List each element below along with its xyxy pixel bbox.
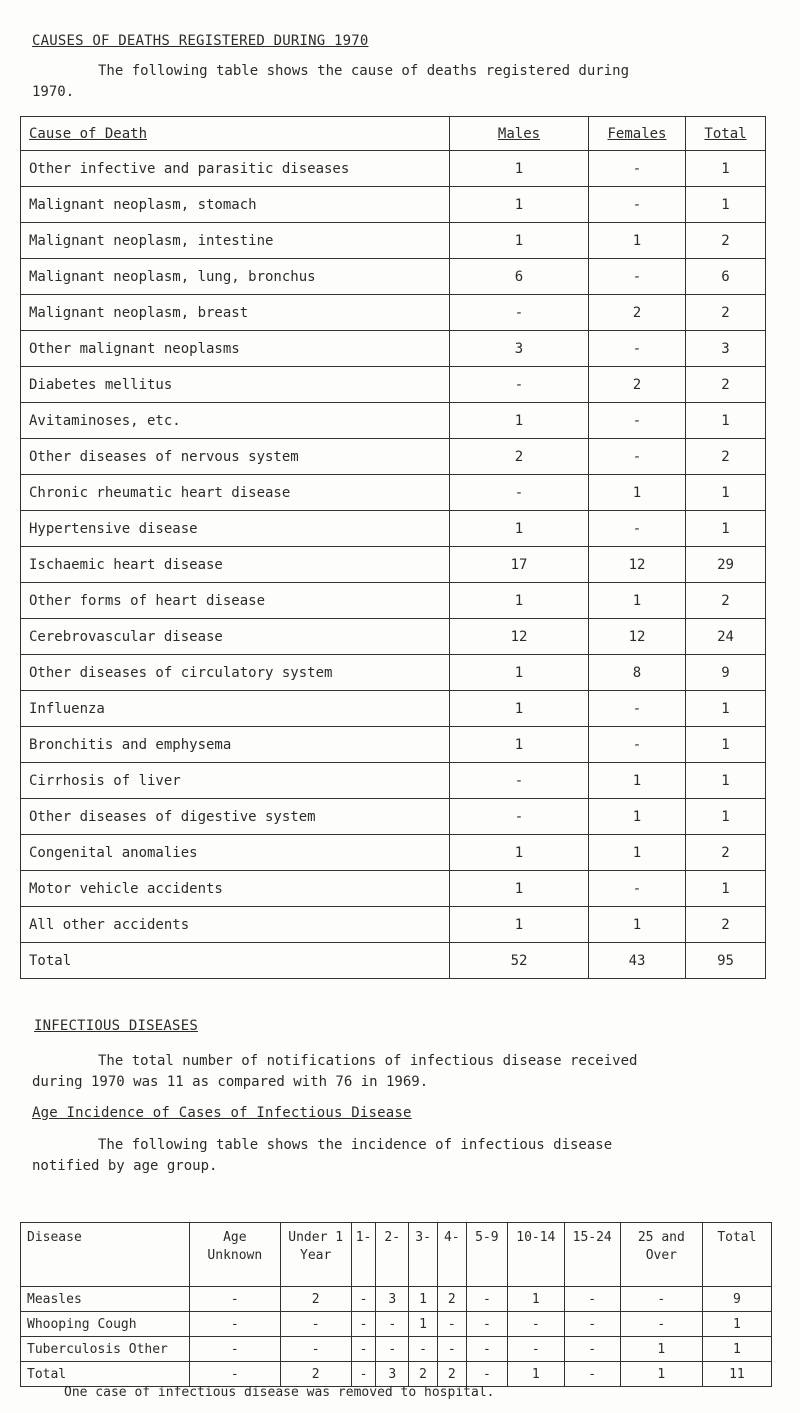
- a5-9-cell: -: [466, 1337, 507, 1362]
- table-header-row: [21, 1223, 772, 1287]
- a1-cell: -: [351, 1337, 375, 1362]
- a1-cell: -: [351, 1287, 375, 1312]
- table-row: [21, 475, 766, 511]
- cause-cell: Other diseases of circulatory system: [21, 655, 450, 691]
- total-cell: 2: [686, 835, 766, 871]
- males-cell: 1: [450, 151, 589, 187]
- disease-cell: Total: [21, 1362, 190, 1387]
- infectious-diseases-heading: INFECTIOUS DISEASES: [34, 1018, 198, 1034]
- cause-cell: Other infective and parasitic diseases: [21, 151, 450, 187]
- males-cell: 12: [450, 619, 589, 655]
- disease-cell: Measles: [21, 1287, 190, 1312]
- females-cell: 2: [589, 295, 686, 331]
- total-cell: 9: [686, 655, 766, 691]
- males-cell: 1: [450, 583, 589, 619]
- table-row: [21, 295, 766, 331]
- total-cell: 1: [686, 727, 766, 763]
- females-cell: -: [589, 259, 686, 295]
- total-cell: 1: [686, 187, 766, 223]
- females-cell: 43: [589, 943, 686, 979]
- females-cell: 1: [589, 763, 686, 799]
- a4-cell: -: [437, 1312, 466, 1337]
- females-cell: 1: [589, 799, 686, 835]
- table-row: [21, 619, 766, 655]
- females-cell: -: [589, 151, 686, 187]
- under-1-cell: 2: [280, 1362, 351, 1387]
- infectious-disease-age-table: [20, 1222, 772, 1387]
- a25-over-cell: 1: [620, 1337, 702, 1362]
- a5-9-cell: -: [466, 1287, 507, 1312]
- total-cell: 9: [702, 1287, 771, 1312]
- table-row: [21, 763, 766, 799]
- total-cell: 2: [686, 223, 766, 259]
- males-cell: 52: [450, 943, 589, 979]
- females-cell: -: [589, 511, 686, 547]
- header-disease: Disease: [21, 1223, 190, 1287]
- a10-14-cell: -: [508, 1312, 564, 1337]
- a4-cell: 2: [437, 1362, 466, 1387]
- notifications-text-line2: during 1970 was 11 as compared with 76 in 1969.: [32, 1074, 429, 1090]
- females-cell: 12: [589, 619, 686, 655]
- males-cell: 1: [450, 187, 589, 223]
- males-cell: 6: [450, 259, 589, 295]
- cause-cell: Malignant neoplasm, intestine: [21, 223, 450, 259]
- cause-cell: Other diseases of digestive system: [21, 799, 450, 835]
- cause-cell: Total: [21, 943, 450, 979]
- disease-cell: Tuberculosis Other: [21, 1337, 190, 1362]
- table-row: [21, 655, 766, 691]
- table-row: [21, 1287, 772, 1312]
- table-row: [21, 727, 766, 763]
- a15-24-cell: -: [564, 1287, 620, 1312]
- cause-cell: Malignant neoplasm, lung, bronchus: [21, 259, 450, 295]
- disease-cell: Whooping Cough: [21, 1312, 190, 1337]
- total-cell: 1: [686, 511, 766, 547]
- females-cell: 1: [589, 223, 686, 259]
- females-cell: 1: [589, 907, 686, 943]
- table-row: [21, 871, 766, 907]
- total-cell: 2: [686, 367, 766, 403]
- table-row: [21, 511, 766, 547]
- a25-over-cell: -: [620, 1312, 702, 1337]
- under-1-cell: 2: [280, 1287, 351, 1312]
- males-cell: 1: [450, 655, 589, 691]
- header-a15-24: 15-24: [564, 1223, 620, 1287]
- cause-cell: Motor vehicle accidents: [21, 871, 450, 907]
- table-row: [21, 835, 766, 871]
- total-cell: 1: [702, 1337, 771, 1362]
- a2-cell: 3: [376, 1287, 409, 1312]
- table-header-row: [21, 117, 766, 151]
- males-cell: 1: [450, 691, 589, 727]
- a3-cell: 1: [409, 1312, 438, 1337]
- males-cell: 1: [450, 223, 589, 259]
- females-cell: -: [589, 727, 686, 763]
- cause-cell: Bronchitis and emphysema: [21, 727, 450, 763]
- males-cell: -: [450, 295, 589, 331]
- notifications-text-line1: The total number of notifications of infectious disease received: [98, 1053, 638, 1069]
- females-cell: 2: [589, 367, 686, 403]
- table-row: [21, 259, 766, 295]
- males-cell: -: [450, 799, 589, 835]
- total-cell: 29: [686, 547, 766, 583]
- a25-over-cell: 1: [620, 1362, 702, 1387]
- a2-cell: -: [376, 1337, 409, 1362]
- total-cell: 2: [686, 295, 766, 331]
- table-row: [21, 547, 766, 583]
- a3-cell: 1: [409, 1287, 438, 1312]
- table-row: [21, 187, 766, 223]
- total-cell: 2: [686, 439, 766, 475]
- age-incidence-heading: Age Incidence of Cases of Infectious Disease: [32, 1105, 412, 1121]
- cause-cell: Cirrhosis of liver: [21, 763, 450, 799]
- cause-cell: Influenza: [21, 691, 450, 727]
- females-cell: -: [589, 187, 686, 223]
- total-cell: 1: [686, 763, 766, 799]
- females-cell: 1: [589, 475, 686, 511]
- header-a4: 4-: [437, 1223, 466, 1287]
- males-cell: 1: [450, 907, 589, 943]
- females-cell: -: [589, 331, 686, 367]
- age-incidence-text-line2: notified by age group.: [32, 1158, 218, 1174]
- cause-cell: Other diseases of nervous system: [21, 439, 450, 475]
- cause-cell: Malignant neoplasm, stomach: [21, 187, 450, 223]
- a2-cell: 3: [376, 1362, 409, 1387]
- a5-9-cell: -: [466, 1362, 507, 1387]
- females-cell: 8: [589, 655, 686, 691]
- a4-cell: -: [437, 1337, 466, 1362]
- cause-cell: Diabetes mellitus: [21, 367, 450, 403]
- total-cell: 1: [686, 475, 766, 511]
- causes-of-death-table: [20, 116, 766, 979]
- total-cell: 1: [686, 151, 766, 187]
- header-under-1: Under 1 Year: [280, 1223, 351, 1287]
- header-total: Total: [686, 117, 766, 151]
- a15-24-cell: -: [564, 1312, 620, 1337]
- cause-cell: Avitaminoses, etc.: [21, 403, 450, 439]
- males-cell: 1: [450, 835, 589, 871]
- males-cell: -: [450, 367, 589, 403]
- females-cell: -: [589, 403, 686, 439]
- header-a1: 1-: [351, 1223, 375, 1287]
- table-row: [21, 151, 766, 187]
- females-cell: -: [589, 691, 686, 727]
- males-cell: -: [450, 763, 589, 799]
- total-cell: 2: [686, 907, 766, 943]
- total-cell: 1: [686, 799, 766, 835]
- total-cell: 3: [686, 331, 766, 367]
- cause-cell: Hypertensive disease: [21, 511, 450, 547]
- table-row: [21, 1337, 772, 1362]
- a5-9-cell: -: [466, 1312, 507, 1337]
- total-cell: 1: [686, 871, 766, 907]
- total-cell: 1: [686, 691, 766, 727]
- header-a3: 3-: [409, 1223, 438, 1287]
- intro-text-line2: 1970.: [32, 84, 75, 100]
- header-females: Females: [589, 117, 686, 151]
- age-unknown-cell: -: [190, 1287, 280, 1312]
- age-incidence-text-line1: The following table shows the incidence of infectious disease: [98, 1137, 613, 1153]
- table-row: [21, 907, 766, 943]
- cause-cell: Malignant neoplasm, breast: [21, 295, 450, 331]
- table-row: [21, 799, 766, 835]
- header-a25-over: 25 and Over: [620, 1223, 702, 1287]
- cause-cell: All other accidents: [21, 907, 450, 943]
- a3-cell: 2: [409, 1362, 438, 1387]
- a2-cell: -: [376, 1312, 409, 1337]
- age-unknown-cell: -: [190, 1337, 280, 1362]
- age-unknown-cell: -: [190, 1362, 280, 1387]
- header-a10-14: 10-14: [508, 1223, 564, 1287]
- under-1-cell: -: [280, 1312, 351, 1337]
- page-title: CAUSES OF DEATHS REGISTERED DURING 1970: [32, 33, 369, 49]
- females-cell: 1: [589, 835, 686, 871]
- footnote: One case of infectious disease was removed to hospital.: [64, 1385, 495, 1400]
- total-cell: 24: [686, 619, 766, 655]
- males-cell: 1: [450, 727, 589, 763]
- total-cell: 11: [702, 1362, 771, 1387]
- header-cause: Cause of Death: [21, 117, 450, 151]
- table-row: [21, 943, 766, 979]
- total-cell: 6: [686, 259, 766, 295]
- cause-cell: Congenital anomalies: [21, 835, 450, 871]
- females-cell: -: [589, 871, 686, 907]
- table-row: [21, 691, 766, 727]
- a4-cell: 2: [437, 1287, 466, 1312]
- table-row: [21, 403, 766, 439]
- header-total: Total: [702, 1223, 771, 1287]
- total-cell: 1: [686, 403, 766, 439]
- a10-14-cell: -: [508, 1337, 564, 1362]
- table-row: [21, 367, 766, 403]
- cause-cell: Cerebrovascular disease: [21, 619, 450, 655]
- males-cell: 2: [450, 439, 589, 475]
- males-cell: 3: [450, 331, 589, 367]
- males-cell: 17: [450, 547, 589, 583]
- table-row: [21, 583, 766, 619]
- males-cell: -: [450, 475, 589, 511]
- header-males: Males: [450, 117, 589, 151]
- intro-text-line1: The following table shows the cause of deaths registered during: [98, 63, 630, 79]
- males-cell: 1: [450, 871, 589, 907]
- age-unknown-cell: -: [190, 1312, 280, 1337]
- cause-cell: Other malignant neoplasms: [21, 331, 450, 367]
- females-cell: -: [589, 439, 686, 475]
- a3-cell: -: [409, 1337, 438, 1362]
- females-cell: 1: [589, 583, 686, 619]
- cause-cell: Chronic rheumatic heart disease: [21, 475, 450, 511]
- table-row: [21, 223, 766, 259]
- total-cell: 1: [702, 1312, 771, 1337]
- table-row: [21, 439, 766, 475]
- a15-24-cell: -: [564, 1337, 620, 1362]
- cause-cell: Other forms of heart disease: [21, 583, 450, 619]
- table-row: [21, 1312, 772, 1337]
- total-cell: 95: [686, 943, 766, 979]
- header-a5-9: 5-9: [466, 1223, 507, 1287]
- a10-14-cell: 1: [508, 1287, 564, 1312]
- total-cell: 2: [686, 583, 766, 619]
- males-cell: 1: [450, 403, 589, 439]
- a1-cell: -: [351, 1362, 375, 1387]
- header-a2: 2-: [376, 1223, 409, 1287]
- under-1-cell: -: [280, 1337, 351, 1362]
- cause-cell: Ischaemic heart disease: [21, 547, 450, 583]
- a1-cell: -: [351, 1312, 375, 1337]
- a15-24-cell: -: [564, 1362, 620, 1387]
- a25-over-cell: -: [620, 1287, 702, 1312]
- table-row: [21, 331, 766, 367]
- a10-14-cell: 1: [508, 1362, 564, 1387]
- females-cell: 12: [589, 547, 686, 583]
- header-age-unknown: Age Unknown: [190, 1223, 280, 1287]
- males-cell: 1: [450, 511, 589, 547]
